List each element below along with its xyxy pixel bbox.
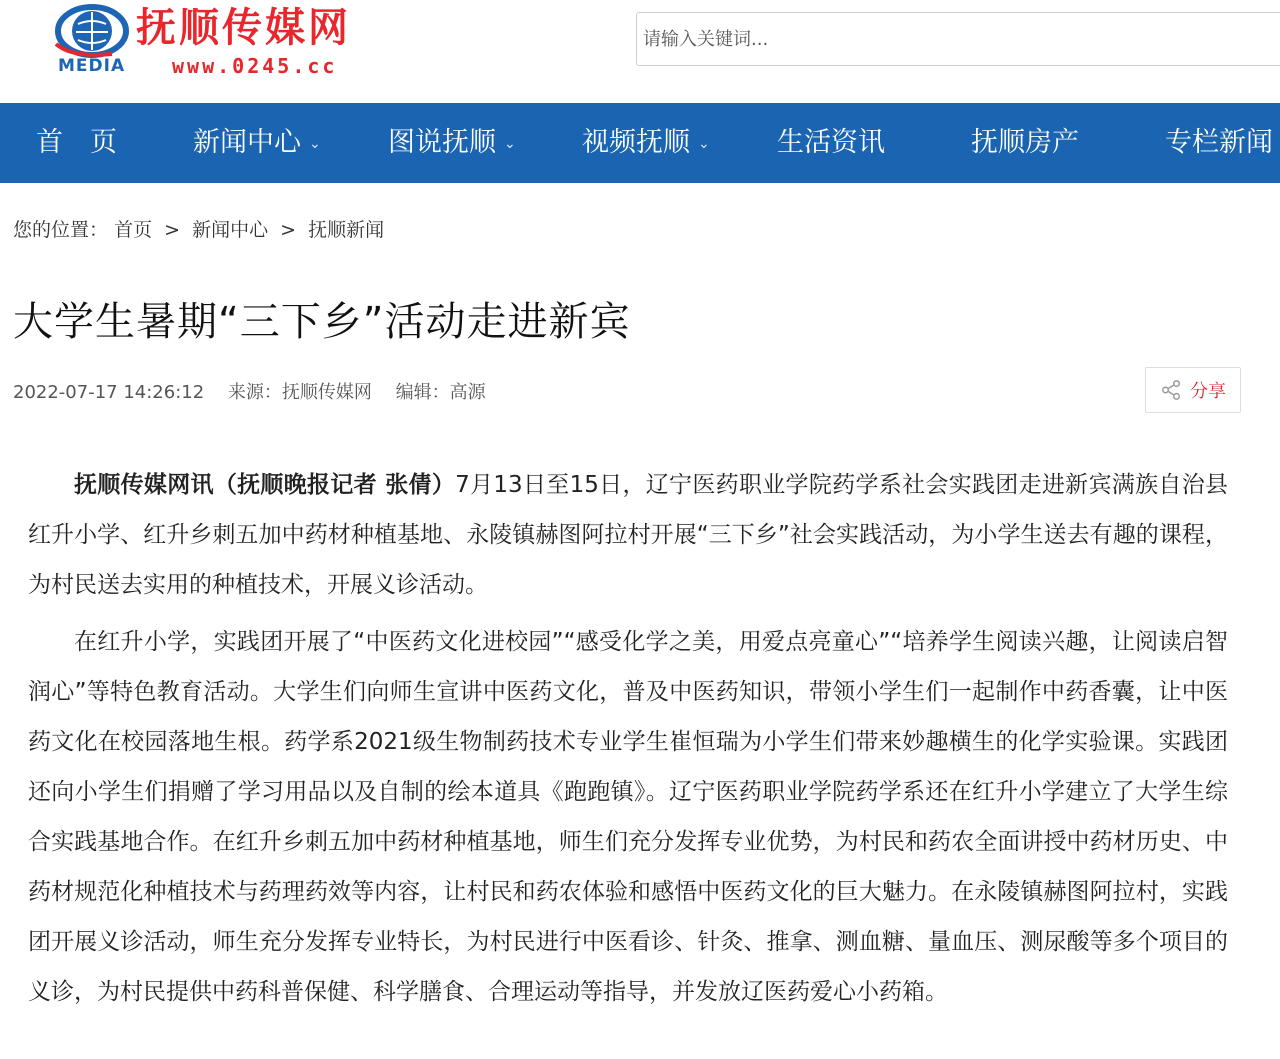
article-body <box>28 460 1228 1024</box>
site-logo[interactable] <box>52 4 382 78</box>
article-source: 来源：抚顺传媒网 <box>227 382 372 403</box>
article-paragraph: 在红升小学，实践团开展了“中医药文化进校园”“感受化学之美，用爱点亮童心”“培养学生阅读兴趣，让阅读启智润心”等特色教育活动。大学生们向师生宣讲中医药文化，普及中医药知识，带领小学生们一起制作中药香囊，让中医药文化在校园落地生根。药学系2021级生物制药技术专业学生崔恒瑞为小学生们带来妙趣横生的化学实验课。实践团还向小学生们捐赠了学习用品以及自制的绘本道具《跑跑镇》。辽宁医药职业学院药学系还在红升小学建立了大学生综合实践基地合作。在红升乡刺五加中药材种植基地，师生们充分发挥专业优势，为村民和药农全面讲授中药材历史、中药材规范化种植技术与药理药效等内容，让村民和药农体验和感悟中医药文化的巨大魅力。在永陵镇赫图阿拉村，实践团开展义诊活动，师生充分发挥专业特长，为村民进行中医看诊、针灸、推拿、测血糖、量血压、测尿酸等多个项目的义诊，为村民提供中药科普保健、科学膳食、合理运动等指导，并发放辽医药爱心小药箱。 <box>28 629 1228 1005</box>
search-input[interactable] <box>636 12 1280 66</box>
logo-media-text: MEDIA <box>58 56 126 76</box>
site-header <box>0 0 1280 103</box>
chevron-down-icon: ⌄ <box>504 135 516 152</box>
main-nav <box>0 103 1280 183</box>
nav-item-home[interactable] <box>36 103 117 183</box>
breadcrumb-prefix: 您的位置： <box>13 219 109 241</box>
nav-item-column-news[interactable] <box>1165 103 1273 183</box>
nav-item-label: 图说抚顺 <box>388 127 496 158</box>
nav-item-news-center[interactable] <box>193 103 321 183</box>
nav-item-life-info[interactable] <box>777 103 885 183</box>
share-icon <box>1160 379 1182 401</box>
logo-name: 抚顺传媒网 <box>136 5 351 51</box>
breadcrumb-separator: > <box>164 219 181 241</box>
nav-item-label: 生活资讯 <box>777 127 885 158</box>
nav-item-photo-fushun[interactable] <box>388 103 516 183</box>
chevron-down-icon: ⌄ <box>698 135 710 152</box>
nav-item-label: 首 页 <box>36 127 117 158</box>
nav-item-label: 抚顺房产 <box>971 127 1079 158</box>
nav-item-label: 专栏新闻 <box>1165 127 1273 158</box>
share-label: 分享 <box>1190 381 1226 402</box>
article-meta <box>13 378 504 404</box>
chevron-down-icon: ⌄ <box>309 135 321 152</box>
article-title: 大学生暑期“三下乡”活动走进新宾 <box>13 299 631 345</box>
breadcrumb-link-news-center[interactable]: 新闻中心 <box>192 219 269 241</box>
logo-url: www.0245.cc <box>172 54 338 78</box>
breadcrumb-link-fushun-news[interactable]: 抚顺新闻 <box>308 219 385 241</box>
nav-item-label: 新闻中心 <box>193 127 301 158</box>
nav-item-real-estate[interactable] <box>971 103 1079 183</box>
breadcrumb <box>13 215 384 242</box>
nav-item-label: 视频抚顺 <box>582 127 690 158</box>
breadcrumb-separator: > <box>280 219 297 241</box>
article-lead: 抚顺传媒网讯（抚顺晚报记者 张倩） <box>74 472 456 498</box>
nav-item-video-fushun[interactable] <box>582 103 710 183</box>
article-paragraph <box>28 460 1228 610</box>
article-paragraph-text: 7月13日至15日，辽宁医药职业学院药学系社会实践团走进新宾满族自治县红升小学、红升乡刺五加中药材种植基地、永陵镇赫图阿拉村开展“三下乡”社会实践活动，为小学生送去有趣的课程，为村民送去实用的种植技术，开展义诊活动。 <box>28 472 1228 598</box>
breadcrumb-link-home[interactable]: 首页 <box>114 219 153 241</box>
share-button[interactable] <box>1145 367 1241 413</box>
article-editor: 编辑：高源 <box>395 382 486 403</box>
globe-logo-icon <box>52 4 132 58</box>
article-datetime: 2022-07-17 14:26:12 <box>13 382 205 403</box>
